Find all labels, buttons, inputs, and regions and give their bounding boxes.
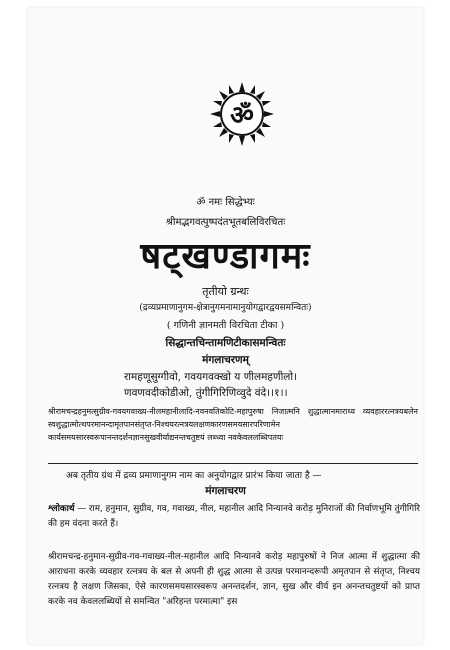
verse-line-1: रामहणूसुग्गीवो, गवयगवक्खो य णीलमहणीलो।	[124, 371, 298, 383]
mangalacharan-heading: मंगलाचरणम्	[202, 354, 249, 366]
prakrit-paragraph: श्रीरामचन्द्रहनुमत्सुग्रीव-गवयगवाख्य-नीलमहानीलादि-नवनवतिकोटि-महापुरुषा निजात्मनि शुद्धात्मानमाराध्य व्यवहाररत्नत्रयबलेन स्वशुद्धात्मोत्थपरमानन्दामृतपानसंतृप्त-निश्चयरत्नत्रयलक्षणकारणसमयसारपरिणामेन कार्यसमयसारस्वरूपानन्तदर्शनज्ञानसुखवीर्याद्यनन्तचतुष्टयं लब्ध्वा नवकेवललब्धिपतयः	[48, 407, 418, 442]
verse-line-2: णवणवदीकोडीओ, तुंगीगिरिणिव्वुदे वंदे।।१।।	[124, 387, 288, 399]
shlokarth-text: — राम, हनुमान, सुग्रीव, गव, गवाख्य, नील, महानील आदि निन्यानवे करोड़ मुनिराजों की निर्वाणभूमि तुंगीगिरि की हम वंदना करते हैं।	[48, 504, 421, 529]
subtitle: (द्रव्यप्रमाणानुगम-क्षेत्रानुगमनामानुयोगद्वारद्वयसमन्वितः)	[139, 303, 312, 313]
invocation-line: ॐ नमः सिद्धेभ्यः	[196, 197, 255, 208]
commentary-credit: ( गणिनी ज्ञानमती विरचिता टीका )	[166, 320, 285, 331]
divider	[48, 463, 418, 464]
chintamani-heading: सिद्धान्तचिन्तामणिटीकासमन्वितः	[165, 337, 286, 349]
om-emblem-icon	[208, 80, 276, 148]
intro-note: अब तृतीय ग्रंथ में द्रव्य प्रमाणानुगम नाम का अनुयोगद्वार प्रारंभ किया जाता है —	[66, 471, 322, 481]
shlokarth-paragraph	[48, 502, 420, 532]
author-line: श्रीमद्भगवत्पुष्पदंतभूतबलिविरचितः	[165, 217, 286, 228]
body-paragraph: श्रीरामचन्द्र-हनुमान-सुग्रीव-गव-गवाख्य-नील-महानील आदि निन्यानवे करोड़ महापुरुषों ने निज आत्मा में शुद्धात्मा की आराधना करके व्यवहार रत्नत्रय के बल से अपनी ही शुद्ध आत्मा से उत्पन्न परमानन्दरूपी अमृतपान से संतृप्त, निश्चय रत्नत्रय है लक्षण जिसका, ऐसे कारणसमयसारस्वरूप अनन्तदर्शन, ज्ञान, सुख और वीर्य इन अनन्तचतुष्टयों को प्राप्त करके नव केवललब्धियों से समन्वित "अरिहन्त परमात्मा" इस	[48, 552, 420, 607]
om-symbol: ॐ	[230, 101, 254, 131]
document-page	[28, 8, 423, 644]
page-title: षट्खण्डागमः	[140, 235, 311, 277]
shlokarth-label: श्लोकार्थ	[48, 504, 75, 514]
mangalacharan-subheading: मंगलाचरण	[205, 485, 246, 497]
book-number: तृतीयो ग्रन्थः	[202, 285, 249, 298]
